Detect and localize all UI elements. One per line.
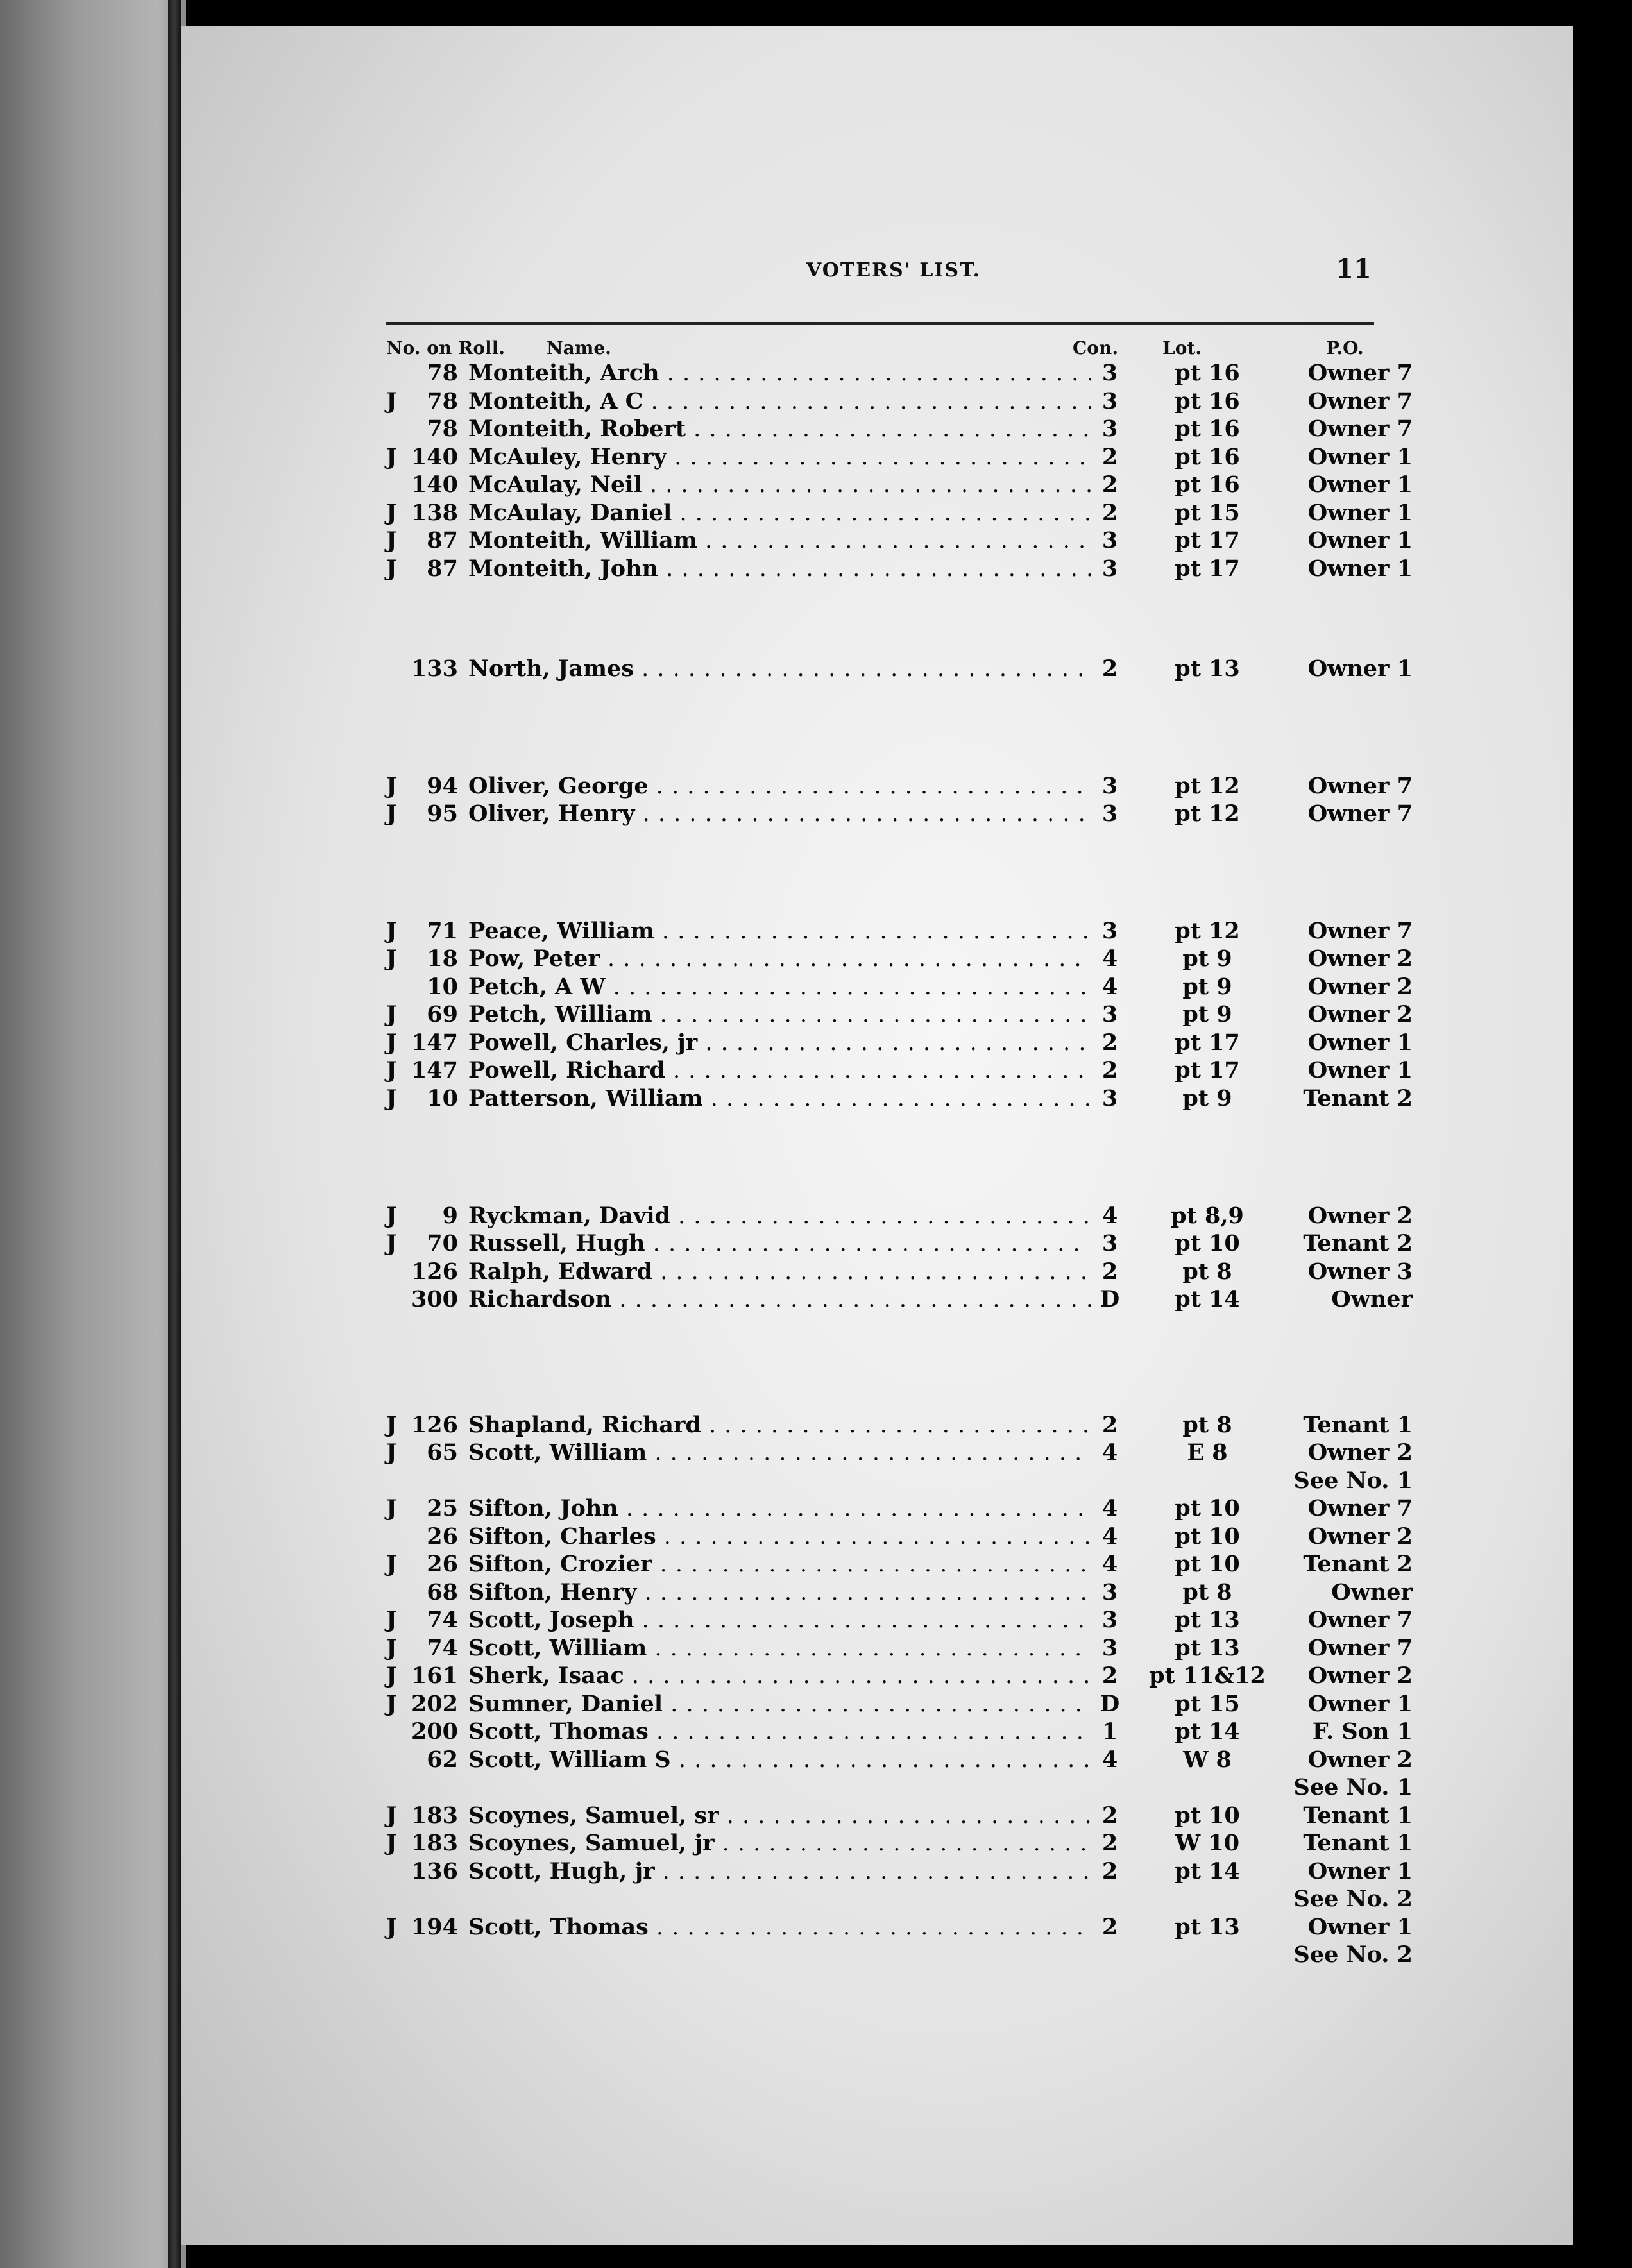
voter-row — [181, 1411, 1573, 1439]
status-po: Owner 1 — [1307, 471, 1413, 498]
voter-name: Scott, Thomas . . . — [468, 1913, 1091, 1942]
concession: 2 — [1101, 1411, 1118, 1438]
voter-name: Sifton, Crozier . . . — [468, 1550, 1091, 1578]
lot: pt 8,9 — [1171, 1202, 1244, 1229]
voter-row — [181, 1606, 1573, 1634]
lot: pt 17 — [1175, 1057, 1240, 1084]
concession: 4 — [1101, 1439, 1118, 1466]
roll-number: 10 — [427, 973, 458, 1000]
juror-mark: J — [386, 1202, 397, 1229]
roll-number: 95 — [427, 800, 458, 827]
running-head: VOTERS' LIST. — [806, 259, 981, 282]
voter-row — [181, 1085, 1573, 1113]
voter-row — [181, 1718, 1573, 1746]
column-header-po: P.O. — [1326, 337, 1364, 359]
concession: 2 — [1101, 499, 1118, 526]
voter-name: Scott, Joseph . . . — [468, 1606, 1091, 1634]
lot: pt 10 — [1175, 1802, 1240, 1829]
lot: pt 17 — [1175, 527, 1240, 554]
concession: 2 — [1101, 1802, 1118, 1829]
juror-mark: J — [386, 917, 397, 944]
lot: pt 9 — [1182, 973, 1232, 1000]
see-note-row — [181, 1467, 1573, 1495]
concession: 2 — [1101, 1663, 1118, 1689]
voter-row — [181, 1913, 1573, 1942]
concession: 2 — [1101, 656, 1118, 682]
roll-number: 65 — [427, 1439, 458, 1466]
roll-number: 138 — [411, 499, 458, 526]
binding-gutter — [168, 0, 181, 2268]
roll-number: 133 — [411, 656, 458, 682]
roll-number: 94 — [427, 772, 458, 799]
concession: 3 — [1101, 917, 1118, 944]
juror-mark: J — [386, 527, 397, 554]
roll-number: 71 — [427, 917, 458, 944]
status-po: See No. 1 — [1293, 1467, 1413, 1494]
juror-mark: J — [386, 1411, 397, 1438]
juror-mark: J — [386, 1001, 397, 1028]
concession: 3 — [1101, 416, 1118, 442]
roll-number: 140 — [411, 471, 458, 498]
status-po: Owner — [1331, 1286, 1413, 1313]
lot: pt 13 — [1175, 1913, 1240, 1940]
voter-name: Monteith, John . . . — [468, 555, 1091, 583]
roll-number: 202 — [411, 1690, 458, 1717]
status-po: Owner 1 — [1307, 443, 1413, 470]
voter-row — [181, 1258, 1573, 1286]
status-po: Owner 7 — [1307, 772, 1413, 799]
concession: 4 — [1101, 1495, 1118, 1522]
status-po: Owner 2 — [1307, 1202, 1413, 1229]
status-po: Owner 7 — [1307, 1634, 1413, 1661]
status-po: Owner 2 — [1307, 973, 1413, 1000]
voter-name: Peace, William . . . — [468, 917, 1091, 945]
column-header-roll: No. on Roll. — [386, 337, 506, 359]
status-po: Owner 1 — [1307, 1029, 1413, 1056]
status-po: Owner 1 — [1307, 1690, 1413, 1717]
voter-name: Sifton, Charles . . . — [468, 1523, 1091, 1551]
status-po: Owner 2 — [1307, 1439, 1413, 1466]
lot: pt 17 — [1175, 555, 1240, 582]
status-po: Tenant 2 — [1303, 1230, 1413, 1257]
lot: pt 16 — [1175, 443, 1240, 470]
voter-name: Scoynes, Samuel, jr . . . — [468, 1829, 1091, 1858]
status-po: Owner 2 — [1307, 945, 1413, 972]
roll-number: 78 — [427, 387, 458, 414]
voter-row — [181, 1202, 1573, 1230]
see-note-row — [181, 1773, 1573, 1802]
status-po: See No. 1 — [1293, 1774, 1413, 1801]
lot: pt 9 — [1182, 1085, 1232, 1112]
voter-row — [181, 443, 1573, 471]
roll-number: 136 — [411, 1858, 458, 1884]
lot: pt 8 — [1182, 1411, 1232, 1438]
voter-name: Ralph, Edward . . . — [468, 1258, 1091, 1286]
voter-name: Monteith, Arch . . . — [468, 359, 1091, 387]
concession: 4 — [1101, 945, 1118, 972]
concession: 4 — [1101, 1202, 1118, 1229]
lot: pt 11&12 — [1149, 1663, 1266, 1689]
status-po: F. Son 1 — [1312, 1718, 1413, 1745]
lot: pt 10 — [1175, 1551, 1240, 1578]
voter-name: McAuley, Henry . . . — [468, 443, 1091, 471]
roll-number: 26 — [427, 1551, 458, 1578]
roll-number: 78 — [427, 360, 458, 386]
status-po: Owner 1 — [1307, 656, 1413, 682]
roll-number: 161 — [411, 1663, 458, 1689]
lot: pt 12 — [1175, 917, 1240, 944]
roll-number: 70 — [427, 1230, 458, 1257]
concession: 3 — [1101, 1607, 1118, 1634]
roll-number: 194 — [411, 1913, 458, 1940]
concession: 1 — [1101, 1718, 1118, 1745]
status-po: Owner 3 — [1307, 1258, 1413, 1285]
lot: pt 12 — [1175, 772, 1240, 799]
roll-number: 68 — [427, 1578, 458, 1605]
voter-name: Powell, Richard . . . — [468, 1056, 1091, 1085]
lot: W 10 — [1175, 1830, 1240, 1857]
concession: 3 — [1101, 387, 1118, 414]
concession: 2 — [1101, 1258, 1118, 1285]
voter-name: McAulay, Daniel . . . — [468, 499, 1091, 527]
juror-mark: J — [386, 945, 397, 972]
lot: pt 9 — [1182, 945, 1232, 972]
voter-row — [181, 945, 1573, 973]
header-rule — [386, 322, 1374, 325]
lot: pt 16 — [1175, 471, 1240, 498]
concession: 4 — [1101, 1551, 1118, 1578]
lot: pt 13 — [1175, 1634, 1240, 1661]
voter-name: Powell, Charles, jr . . . — [468, 1029, 1091, 1057]
lot: pt 16 — [1175, 416, 1240, 442]
voter-name: Petch, A W . . . — [468, 973, 1091, 1001]
status-po: Tenant 1 — [1303, 1830, 1413, 1857]
concession: D — [1100, 1690, 1120, 1717]
juror-mark: J — [386, 499, 397, 526]
roll-number: 126 — [411, 1258, 458, 1285]
concession: 3 — [1101, 1001, 1118, 1028]
juror-mark: J — [386, 1439, 397, 1466]
section-gap — [181, 683, 1573, 772]
roll-number: 126 — [411, 1411, 458, 1438]
voter-name: Shapland, Richard . . . — [468, 1411, 1091, 1439]
voter-row — [181, 1578, 1573, 1607]
voter-name: Sifton, Henry . . . — [468, 1578, 1091, 1607]
voter-name: Monteith, William . . . — [468, 527, 1091, 555]
status-po: Tenant 1 — [1303, 1411, 1413, 1438]
roll-number: 10 — [427, 1085, 458, 1112]
concession: 2 — [1101, 443, 1118, 470]
roll-number: 140 — [411, 443, 458, 470]
roll-number: 74 — [427, 1607, 458, 1634]
concession: 2 — [1101, 1913, 1118, 1940]
voter-name: North, James . . . — [468, 655, 1091, 683]
section-gap — [181, 828, 1573, 917]
roll-number: 183 — [411, 1830, 458, 1857]
concession: 3 — [1101, 555, 1118, 582]
lot: pt 13 — [1175, 656, 1240, 682]
concession: 4 — [1101, 973, 1118, 1000]
juror-mark: J — [386, 1495, 397, 1522]
status-po: Tenant 1 — [1303, 1802, 1413, 1829]
juror-mark: J — [386, 1085, 397, 1112]
status-po: Owner 7 — [1307, 387, 1413, 414]
voter-name: McAulay, Neil . . . — [468, 471, 1091, 499]
voter-row — [181, 1523, 1573, 1551]
status-po: Owner 2 — [1307, 1663, 1413, 1689]
juror-mark: J — [386, 1057, 397, 1084]
juror-mark: J — [386, 387, 397, 414]
voter-name: Patterson, William . . . — [468, 1085, 1091, 1113]
juror-mark: J — [386, 1607, 397, 1634]
status-po: Owner 7 — [1307, 1607, 1413, 1634]
status-po: Owner 1 — [1307, 1858, 1413, 1884]
voter-row — [181, 1001, 1573, 1029]
lot: pt 10 — [1175, 1495, 1240, 1522]
voter-row — [181, 1230, 1573, 1258]
voter-row — [181, 1858, 1573, 1886]
status-po: Owner 2 — [1307, 1746, 1413, 1773]
section-gap — [181, 1314, 1573, 1411]
voter-name: Petch, William . . . — [468, 1001, 1091, 1029]
juror-mark: J — [386, 1913, 397, 1940]
voter-row — [181, 415, 1573, 443]
page-sheet — [181, 26, 1573, 2245]
voter-name: Pow, Peter . . . — [468, 945, 1091, 973]
status-po: Owner — [1331, 1578, 1413, 1605]
voter-name: Russell, Hugh . . . — [468, 1230, 1091, 1258]
roll-number: 26 — [427, 1523, 458, 1550]
status-po: Owner 2 — [1307, 1001, 1413, 1028]
voter-name: Monteith, Robert . . . — [468, 415, 1091, 443]
juror-mark: J — [386, 1551, 397, 1578]
juror-mark: J — [386, 1029, 397, 1056]
status-po: Owner 1 — [1307, 555, 1413, 582]
status-po: Owner 1 — [1307, 527, 1413, 554]
voter-row — [181, 1746, 1573, 1774]
voter-row — [181, 1285, 1573, 1314]
voter-name: Scott, Thomas . . . — [468, 1718, 1091, 1746]
lot: pt 10 — [1175, 1523, 1240, 1550]
facing-page-edge — [0, 0, 186, 2268]
juror-mark: J — [386, 443, 397, 470]
status-po: Tenant 2 — [1303, 1551, 1413, 1578]
voter-row — [181, 1802, 1573, 1830]
roll-number: 74 — [427, 1634, 458, 1661]
voter-name: Richardson . . . — [468, 1285, 1091, 1314]
concession: 2 — [1101, 471, 1118, 498]
status-po: Owner 1 — [1307, 499, 1413, 526]
section-gap — [181, 1112, 1573, 1201]
roll-number: 147 — [411, 1057, 458, 1084]
status-po: Owner 2 — [1307, 1523, 1413, 1550]
roll-number: 18 — [427, 945, 458, 972]
lot: pt 14 — [1175, 1718, 1240, 1745]
roll-number: 147 — [411, 1029, 458, 1056]
status-po: Owner 7 — [1307, 917, 1413, 944]
page-number: 11 — [1336, 254, 1372, 284]
roll-number: 9 — [442, 1202, 458, 1229]
voter-row — [181, 973, 1573, 1001]
concession: 4 — [1101, 1523, 1118, 1550]
concession: 3 — [1101, 1085, 1118, 1112]
roll-number: 200 — [411, 1718, 458, 1745]
status-po: See No. 2 — [1293, 1942, 1413, 1968]
voter-name: Scott, William S . . . — [468, 1746, 1091, 1774]
voter-name: Scott, William . . . — [468, 1439, 1091, 1467]
lot: pt 16 — [1175, 360, 1240, 386]
roll-number: 69 — [427, 1001, 458, 1028]
concession: 4 — [1101, 1746, 1118, 1773]
lot: pt 13 — [1175, 1607, 1240, 1634]
column-header-lot: Lot. — [1162, 337, 1202, 359]
juror-mark: J — [386, 800, 397, 827]
roll-number: 25 — [427, 1495, 458, 1522]
voter-row — [181, 527, 1573, 555]
concession: 3 — [1101, 800, 1118, 827]
lot: W 8 — [1183, 1746, 1232, 1773]
voter-row — [181, 471, 1573, 499]
voter-row — [181, 555, 1573, 583]
status-po: Owner 1 — [1307, 1913, 1413, 1940]
voter-row — [181, 499, 1573, 527]
column-header-name: Name. — [547, 337, 611, 359]
lot: pt 8 — [1182, 1578, 1232, 1605]
status-po: Owner 7 — [1307, 416, 1413, 442]
roll-number: 78 — [427, 416, 458, 442]
lot: pt 15 — [1175, 1690, 1240, 1717]
concession: 2 — [1101, 1029, 1118, 1056]
juror-mark: J — [386, 555, 397, 582]
section-gap — [181, 582, 1573, 655]
status-po: Owner 1 — [1307, 1057, 1413, 1084]
lot: pt 14 — [1175, 1858, 1240, 1884]
lot: pt 10 — [1175, 1230, 1240, 1257]
voter-row — [181, 1550, 1573, 1578]
juror-mark: J — [386, 1690, 397, 1717]
concession: 3 — [1101, 360, 1118, 386]
lot: pt 9 — [1182, 1001, 1232, 1028]
concession: D — [1100, 1286, 1120, 1313]
see-note-row — [181, 1885, 1573, 1913]
concession: 2 — [1101, 1858, 1118, 1884]
voter-row — [181, 917, 1573, 945]
lot: pt 15 — [1175, 499, 1240, 526]
status-po: See No. 2 — [1293, 1886, 1413, 1913]
juror-mark: J — [386, 1663, 397, 1689]
lot: pt 16 — [1175, 387, 1240, 414]
lot: pt 14 — [1175, 1286, 1240, 1313]
juror-mark: J — [386, 1802, 397, 1829]
roll-number: 183 — [411, 1802, 458, 1829]
voter-row — [181, 1829, 1573, 1858]
voter-row — [181, 1634, 1573, 1663]
roll-number: 87 — [427, 527, 458, 554]
status-po: Tenant 2 — [1303, 1085, 1413, 1112]
voter-name: Oliver, George . . . — [468, 772, 1091, 800]
concession: 3 — [1101, 1230, 1118, 1257]
see-note-row — [181, 1941, 1573, 1969]
voter-name: Sumner, Daniel . . . — [468, 1690, 1091, 1718]
voter-row — [181, 1662, 1573, 1690]
voter-row — [181, 772, 1573, 800]
voter-name: Sherk, Isaac . . . — [468, 1662, 1091, 1690]
concession: 3 — [1101, 772, 1118, 799]
voter-row — [181, 1029, 1573, 1057]
voter-name: Scott, William . . . — [468, 1634, 1091, 1663]
concession: 2 — [1101, 1057, 1118, 1084]
voter-row — [181, 1056, 1573, 1085]
voter-row — [181, 1690, 1573, 1718]
voter-name: Monteith, A C . . . — [468, 387, 1091, 416]
voter-name: Ryckman, David . . . — [468, 1202, 1091, 1230]
column-header-con: Con. — [1073, 337, 1119, 359]
juror-mark: J — [386, 1230, 397, 1257]
status-po: Owner 7 — [1307, 360, 1413, 386]
lot: pt 8 — [1182, 1258, 1232, 1285]
juror-mark: J — [386, 1830, 397, 1857]
juror-mark: J — [386, 772, 397, 799]
voter-name: Scoynes, Samuel, sr . . . — [468, 1802, 1091, 1830]
voter-name: Oliver, Henry . . . — [468, 800, 1091, 828]
voter-row — [181, 655, 1573, 683]
roll-number: 300 — [411, 1286, 458, 1313]
voter-name: Scott, Hugh, jr . . . — [468, 1858, 1091, 1886]
roll-number: 62 — [427, 1746, 458, 1773]
roll-number: 87 — [427, 555, 458, 582]
juror-mark: J — [386, 1634, 397, 1661]
lot: pt 12 — [1175, 800, 1240, 827]
voter-row — [181, 359, 1573, 387]
voter-name: Sifton, John . . . — [468, 1494, 1091, 1523]
voter-row — [181, 1494, 1573, 1523]
status-po: Owner 7 — [1307, 1495, 1413, 1522]
lot: E 8 — [1187, 1439, 1228, 1466]
lot: pt 17 — [1175, 1029, 1240, 1056]
concession: 3 — [1101, 1634, 1118, 1661]
voter-row — [181, 800, 1573, 828]
voters-list — [181, 359, 1573, 1969]
concession: 3 — [1101, 527, 1118, 554]
voter-row — [181, 1439, 1573, 1467]
status-po: Owner 7 — [1307, 800, 1413, 827]
concession: 2 — [1101, 1830, 1118, 1857]
page-header — [181, 236, 1573, 287]
concession: 3 — [1101, 1578, 1118, 1605]
voter-row — [181, 387, 1573, 416]
